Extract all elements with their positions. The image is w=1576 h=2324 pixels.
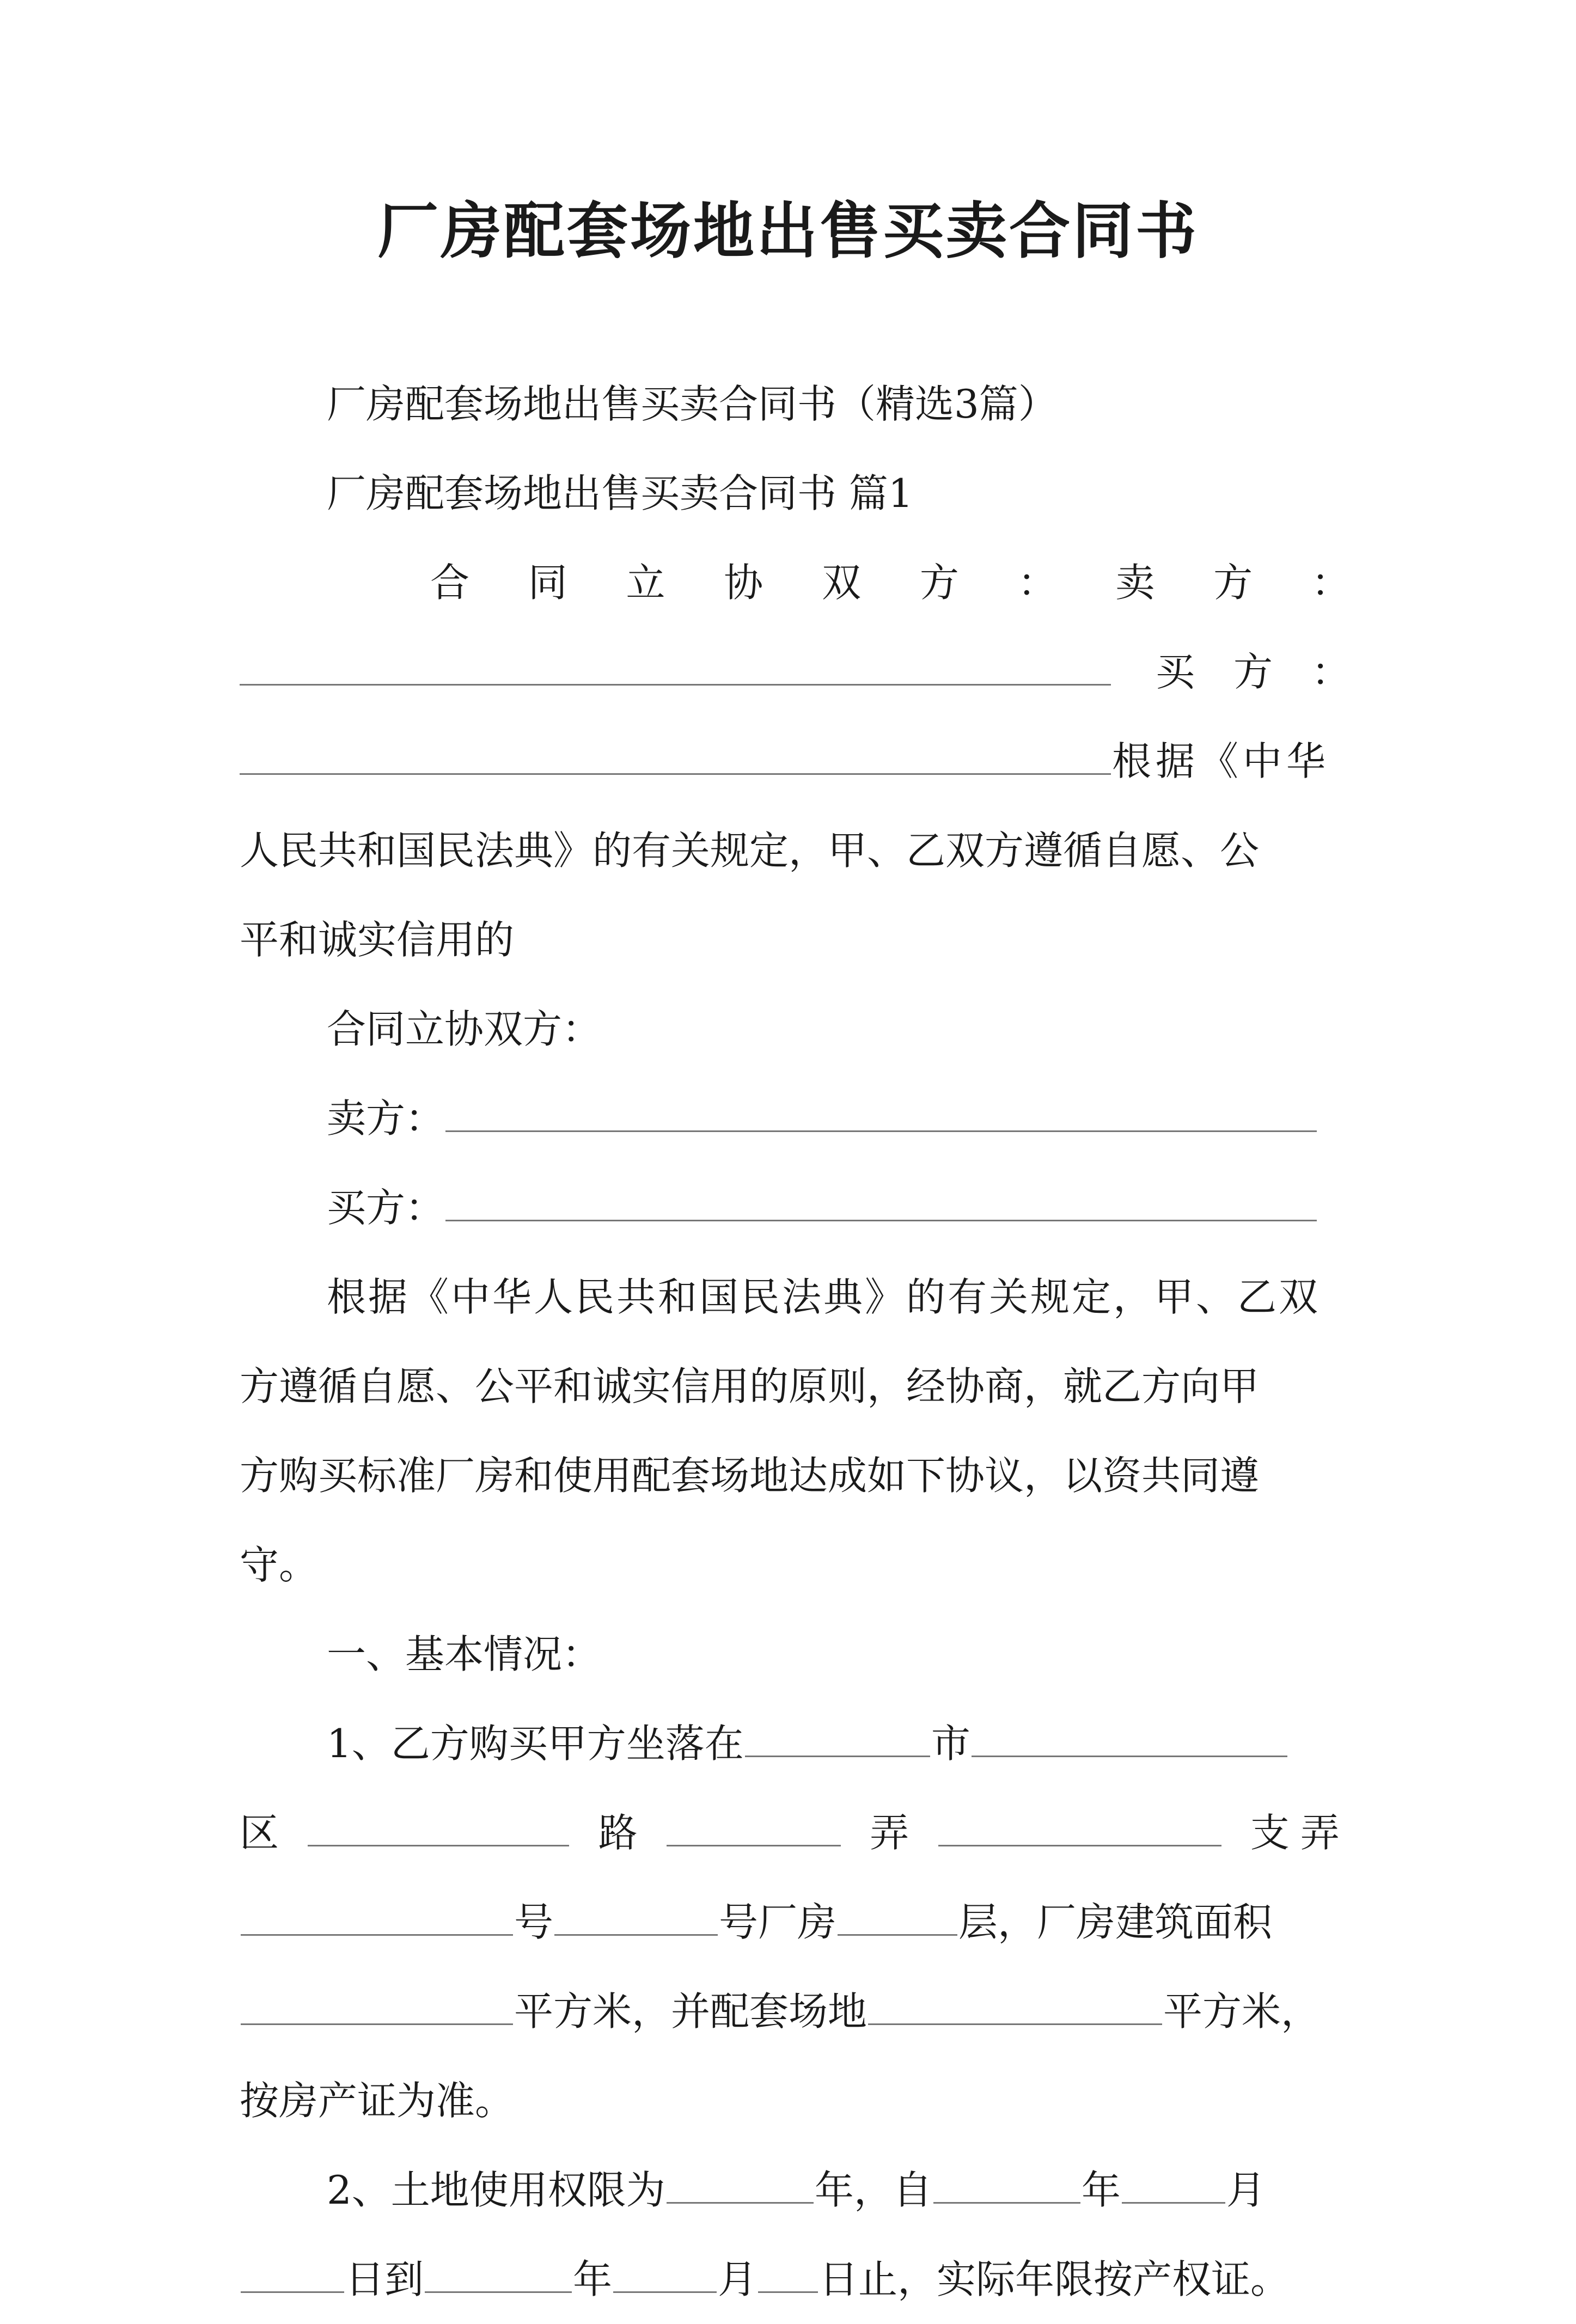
seller-label: 卖方： — [327, 1096, 445, 1141]
justified-char: 卖 — [1115, 560, 1155, 606]
item1-line3 — [240, 1877, 1351, 1967]
blank-line — [240, 653, 1111, 686]
blank-line — [554, 1904, 718, 1936]
item-text: 平方米，并配套场地 — [514, 1989, 868, 2034]
document-body — [240, 359, 1351, 2324]
blank-line — [240, 743, 1111, 775]
item-text: 路 — [598, 1810, 638, 1856]
blank-line — [938, 1814, 1221, 1846]
paragraph-line: 方购买标准厂房和使用配套场地达成如下协议，以资共同遵 — [240, 1453, 1260, 1499]
blank-line — [745, 1725, 930, 1757]
parties-label: 合同立协双方： — [327, 1006, 602, 1052]
seller-blank — [445, 1100, 1317, 1132]
buyer-label: 买方： — [327, 1185, 445, 1231]
text-line: 人民共和国民法典》的有关规定，甲、乙双方遵循自愿、公 — [240, 828, 1260, 873]
justified-char: ： — [1311, 649, 1351, 695]
section-heading: 一、基本情况： — [327, 1631, 602, 1677]
justified-char: 买 — [1156, 649, 1195, 695]
item-text: 弄 — [870, 1810, 909, 1856]
line-tail-text: 根据《中华 — [1112, 738, 1330, 784]
item2-line2 — [240, 2235, 1351, 2324]
intro-title: 厂房配套场地出售买卖合同书（精选3篇） — [327, 381, 1058, 427]
blank-line — [933, 2172, 1080, 2204]
text-line: 平和诚实信用的 — [240, 917, 515, 963]
blank-line — [667, 2172, 814, 2204]
item-text: 年 — [1081, 2167, 1121, 2213]
item-text: 平方米， — [1163, 1989, 1321, 2034]
paragraph-line: 方遵循自愿、公平和诚实信用的原则，经协商，就乙方向甲 — [240, 1363, 1260, 1409]
blank-line — [613, 2261, 717, 2293]
item-text: 月 — [718, 2256, 758, 2302]
part-title: 厂房配套场地出售买卖合同书 篇1 — [327, 470, 913, 516]
justified-char: 合 — [430, 560, 470, 606]
buyer-blank — [445, 1189, 1317, 1221]
blank-line — [868, 1993, 1162, 2025]
seller-field — [240, 1074, 1351, 1163]
blank-line — [425, 2261, 572, 2293]
blank-line — [758, 2261, 818, 2293]
blank-line — [972, 1725, 1287, 1757]
justified-char: 协 — [724, 560, 763, 606]
item-text: 月 — [1226, 2167, 1266, 2213]
seller-blank-line — [240, 717, 1351, 806]
justified-char: 方 — [1213, 560, 1253, 606]
item-text: 2、土地使用权限为 — [327, 2167, 665, 2213]
item1-line1 — [240, 1699, 1351, 1788]
justified-char: 方 — [919, 560, 959, 606]
justified-char: ： — [1311, 560, 1351, 606]
item-text: 市 — [931, 1721, 970, 1766]
blank-line — [241, 1993, 513, 2025]
document-title: 厂房配套场地出售买卖合同书 — [377, 195, 1199, 267]
buyer-field — [240, 1163, 1351, 1252]
item1-line5: 按房产证为准。 — [240, 2078, 515, 2124]
paragraph-line: 根据《中华人民共和国民法典》的有关规定，甲、乙双 — [327, 1274, 1321, 1320]
item-text: 支弄 — [1250, 1810, 1351, 1856]
item1-line2 — [240, 1788, 1351, 1877]
item-text: 号 — [514, 1899, 554, 1945]
justified-char: ： — [1017, 560, 1057, 606]
item1-line4 — [240, 1967, 1351, 2056]
justified-char: 双 — [822, 560, 862, 606]
blank-line — [241, 1904, 513, 1936]
blank-line — [241, 2261, 344, 2293]
item-text: 层，厂房建筑面积 — [958, 1899, 1273, 1945]
justified-buyer-label — [1112, 627, 1351, 717]
blank-line — [667, 1814, 841, 1846]
justified-char: 同 — [528, 560, 567, 606]
item-text: 日止，实际年限按产权证。 — [819, 2256, 1290, 2302]
item-text: 年 — [573, 2256, 613, 2302]
blank-line — [1122, 2172, 1225, 2204]
justified-parties-line — [240, 538, 1351, 627]
buyer-blank-line — [240, 627, 1351, 717]
justified-char: 立 — [626, 560, 665, 606]
item2-line1 — [240, 2145, 1351, 2235]
item-text: 日到 — [345, 2256, 424, 2302]
item-text: 区 — [240, 1810, 279, 1856]
blank-line — [308, 1814, 569, 1846]
item-text: 1、乙方购买甲方坐落在 — [327, 1721, 744, 1766]
justified-char: 方 — [1233, 649, 1273, 695]
item-text: 号厂房 — [719, 1899, 837, 1945]
paragraph-line: 守。 — [240, 1542, 319, 1588]
blank-line — [838, 1904, 957, 1936]
item-text: 年，自 — [814, 2167, 932, 2213]
